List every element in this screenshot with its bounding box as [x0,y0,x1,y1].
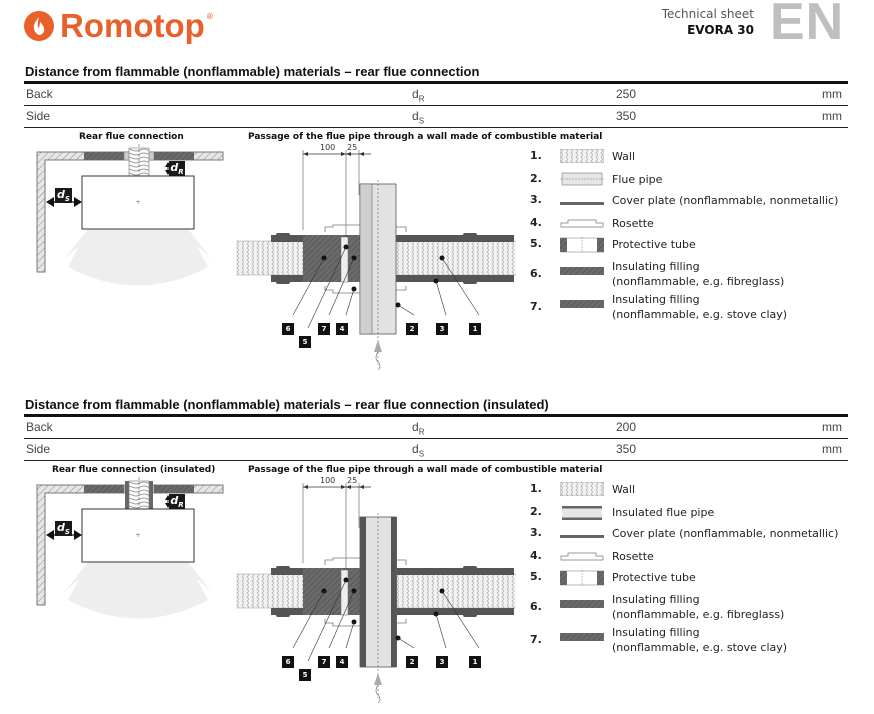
rosette-icon [560,218,604,231]
sheet-subtitle: Technical sheet [661,7,754,21]
legend-item [530,625,830,655]
legend-number: 7. [530,633,542,646]
row-symbol: $d_S$ [412,109,425,126]
legend-label: Cover plate (nonflammable, nonmetallic) [612,194,839,207]
callout-2: 2 [406,656,418,668]
section-title: Distance from flammable (nonflammable) materials – rear flue connection [25,64,480,79]
legend-item [530,216,830,232]
legend-item [530,549,830,565]
row-symbol: $d_R$ [412,87,425,104]
row-unit: mm [822,109,842,123]
legend-label: Insulating filling (nonflammable, e.g. fibreglass) [612,260,785,288]
row-label: Back [26,87,53,101]
model-name: EVORA 30 [687,23,754,37]
distance-table [24,81,848,128]
flame-logo-icon [24,11,54,41]
svg-text:+: + [135,532,141,539]
legend-number: 7. [530,300,542,313]
legend-label: Wall [612,150,636,163]
top-view-diagram [28,477,228,627]
rosette-icon [560,551,604,564]
svg-text:+: + [135,199,141,206]
row-label: Side [26,109,51,123]
row-unit: mm [822,420,842,434]
cover-plate-icon [560,197,604,210]
dim-100: 100 [320,476,336,485]
row-unit: mm [822,442,842,456]
protective-tube-icon [560,237,604,256]
distance-table [24,414,848,461]
filling-icon [560,598,604,611]
row-value: 350 [616,442,637,456]
table-row [24,84,848,106]
row-unit: mm [822,87,842,101]
legend-number: 5. [530,570,542,583]
legend-label: Flue pipe [612,173,663,186]
protective-tube-icon [560,570,604,589]
left-figure-title: Rear flue connection [79,132,184,142]
ds-tag: $d_S$ [55,521,72,536]
callout-5: 5 [299,336,311,348]
dim-25: 25 [347,476,358,485]
legend-item [530,570,830,586]
callout-6: 6 [282,323,294,335]
row-label: Back [26,420,53,434]
table-row [24,439,848,461]
callout-2: 2 [406,323,418,335]
legend-item [530,292,830,322]
cover-plate-icon [560,530,604,543]
legend-label: Wall [612,483,636,496]
legend-item [530,193,839,209]
row-label: Side [26,442,51,456]
wall-hatch-icon [560,149,604,166]
callout-1: 1 [469,656,481,668]
legend-number: 1. [530,482,542,495]
row-value: 200 [616,420,637,434]
legend-number: 6. [530,600,542,613]
dim-25: 25 [347,143,358,152]
legend-number: 2. [530,172,542,185]
legend-label: Insulating filling (nonflammable, e.g. stove clay) [612,293,788,321]
legend-item [530,526,839,542]
callout-4: 4 [336,656,348,668]
brand-name: Romotop [60,7,205,44]
row-value: 350 [616,109,637,123]
legend-number: 4. [530,549,542,562]
table-row [24,106,848,128]
section-title: Distance from flammable (nonflammable) materials – rear flue connection (insulated) [25,397,549,412]
ds-tag: $d_S$ [55,188,72,203]
legend-item [530,237,830,253]
legend-number: 5. [530,237,542,250]
legend-label: Rosette [612,550,654,563]
callout-4: 4 [336,323,348,335]
callout-5: 5 [299,669,311,681]
legend-label: Insulating filling (nonflammable, e.g. fibreglass) [612,593,785,621]
top-view-diagram [28,144,228,294]
wall-hatch-icon [560,482,604,499]
callout-6: 6 [282,656,294,668]
legend-number: 3. [530,526,542,539]
row-symbol: $d_S$ [412,442,425,459]
legend-item [530,259,830,289]
dr-tag: $d_R$ [170,161,184,177]
filling-icon [560,265,604,278]
middle-figure-title: Passage of the flue pipe through a wall made of combustible material [248,465,603,475]
legend-label: Insulated flue pipe [612,506,715,519]
legend-label: Protective tube [612,238,696,251]
dim-100: 100 [320,143,336,152]
sheet-info [662,7,754,37]
callout-7: 7 [318,656,330,668]
legend-number: 6. [530,267,542,280]
table-row [24,417,848,439]
legend-number: 1. [530,149,542,162]
registered-mark: ® [205,12,214,21]
row-symbol: $d_R$ [412,420,425,437]
filling-icon [560,298,604,311]
flue-pipe-icon [560,172,604,189]
dr-tag: $d_R$ [170,494,184,510]
brand-logo [24,6,214,46]
wall-passage-diagram [236,140,516,370]
legend-number: 2. [530,505,542,518]
legend-label: Rosette [612,217,654,230]
middle-figure-title: Passage of the flue pipe through a wall made of combustible material [248,132,603,142]
legend-number: 3. [530,193,542,206]
row-value: 250 [616,87,637,101]
language-code: EN [770,0,845,51]
left-figure-title: Rear flue connection (insulated) [52,465,216,475]
legend-item [530,172,830,188]
legend-item [530,592,830,622]
callout-3: 3 [436,323,448,335]
callout-3: 3 [436,656,448,668]
legend-item [530,505,830,521]
legend-label: Cover plate (nonflammable, nonmetallic) [612,527,839,540]
insulated-flue-pipe-icon [560,505,604,524]
legend-label: Protective tube [612,571,696,584]
legend-item [530,149,830,165]
legend-label: Insulating filling (nonflammable, e.g. stove clay) [612,626,788,654]
callout-1: 1 [469,323,481,335]
callout-7: 7 [318,323,330,335]
legend-number: 4. [530,216,542,229]
wall-passage-diagram [236,473,516,703]
filling-icon [560,631,604,644]
legend-item [530,482,830,498]
